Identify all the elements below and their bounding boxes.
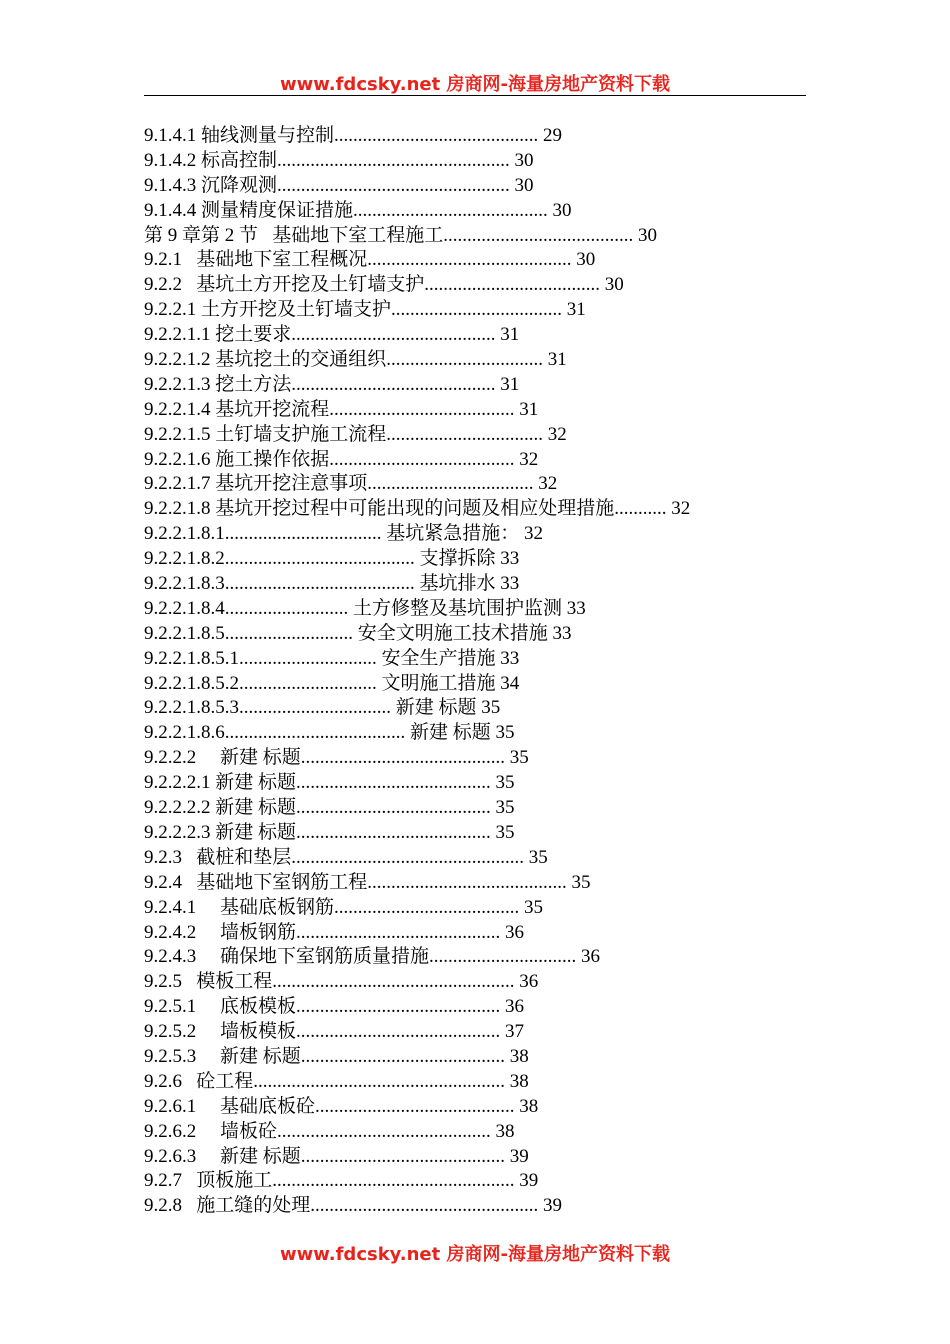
toc-entry[interactable]: 9.1.4.3 沉降观测................................................. 30 (144, 174, 534, 196)
toc-entry[interactable]: 9.2.2.1.8.1................................. 基坑紧急措施： 32 (144, 523, 544, 545)
toc-entry[interactable]: 9.2.6.2 墙板砼............................................. 38 (144, 1120, 515, 1142)
page-footer-watermark: www.fdcsky.net 房商网-海量房地产资料下载 (280, 1244, 670, 1265)
toc-entry[interactable]: 9.2.5.1 底板模板........................................... 36 (144, 996, 525, 1018)
toc-entry[interactable]: 9.2.2.2.2 新建 标题......................................... 35 (144, 797, 515, 819)
toc-entry[interactable]: 9.2.2 基坑土方开挖及土钉墙支护..................................... 30 (144, 274, 624, 296)
toc-entry[interactable]: 9.2.2.1.4 基坑开挖流程....................................... 31 (144, 398, 539, 420)
toc-entry[interactable]: 9.2.2.1 土方开挖及土钉墙支护.................................... 31 (144, 299, 586, 321)
toc-entry[interactable]: 9.2.7 顶板施工................................................... 39 (144, 1170, 539, 1192)
toc-entry[interactable]: 9.2.4.3 确保地下室钢筋质量措施............................... 36 (144, 946, 601, 968)
toc-entry[interactable]: 9.2.6.1 基础底板砼.......................................... 38 (144, 1095, 539, 1117)
toc-entry[interactable]: 9.2.4.1 基础底板钢筋....................................... 35 (144, 896, 544, 918)
toc-entry[interactable]: 9.1.4.4 测量精度保证措施......................................... 30 (144, 199, 572, 221)
toc-entry[interactable]: 9.2.2.1.8.6...................................... 新建 标题 35 (144, 722, 515, 744)
toc-entry[interactable]: 第 9 章第 2 节 基础地下室工程施工........................................ 30 (144, 224, 658, 246)
toc-entry[interactable]: 9.1.4.2 标高控制................................................. 30 (144, 149, 534, 171)
toc-entry[interactable]: 9.1.4.1 轴线测量与控制........................................... 29 (144, 125, 563, 146)
header-rule (144, 95, 806, 96)
toc-entry[interactable]: 9.2.2.1.5 土钉墙支护施工流程................................. 32 (144, 423, 567, 445)
toc-entry[interactable]: 9.2.2.1.2 基坑挖土的交通组织................................. 31 (144, 349, 567, 371)
page-header-watermark: www.fdcsky.net 房商网-海量房地产资料下载 (280, 74, 670, 95)
toc-entry[interactable]: 9.2.2.1.8.3........................................ 基坑排水 33 (144, 573, 520, 595)
toc-entry[interactable]: 9.2.5.3 新建 标题........................................... 38 (144, 1045, 529, 1067)
toc-entry[interactable]: 9.2.8 施工缝的处理................................................ 39 (144, 1195, 563, 1217)
toc-entry[interactable]: 9.2.2.1.8.5.2............................. 文明施工措施 34 (144, 672, 520, 694)
toc-entry[interactable]: 9.2.2.1.8.5.3................................ 新建 标题 35 (144, 697, 501, 719)
toc-entry[interactable]: 9.2.3 截桩和垫层................................................. 35 (144, 846, 548, 868)
toc-entry[interactable]: 9.2.2.2.3 新建 标题......................................... 35 (144, 821, 515, 843)
toc-entry[interactable]: 9.2.2.1.6 施工操作依据....................................... 32 (144, 448, 539, 470)
toc-entry[interactable]: 9.2.2.1.8.2........................................ 支撑拆除 33 (144, 548, 520, 570)
toc-entry[interactable]: 9.2.4.2 墙板钢筋........................................... 36 (144, 921, 525, 943)
toc-entry[interactable]: 9.2.5 模板工程................................................... 36 (144, 971, 539, 993)
toc-entry[interactable]: 9.2.2.1.3 挖土方法........................................... 31 (144, 373, 520, 395)
toc-entry[interactable]: 9.2.2.1.8.5........................... 安全文明施工技术措施 33 (144, 622, 572, 644)
toc-entry[interactable]: 9.2.2.1.8 基坑开挖过程中可能出现的问题及相应处理措施........... 32 (144, 498, 691, 520)
toc-entry[interactable]: 9.2.2.1.8.5.1............................. 安全生产措施 33 (144, 647, 520, 669)
toc-entry[interactable]: 9.2.1 基础地下室工程概况........................................... 30 (144, 249, 596, 271)
toc-entry[interactable]: 9.2.2.2.1 新建 标题......................................... 35 (144, 772, 515, 794)
toc-entry[interactable]: 9.2.6 砼工程..................................................... 38 (144, 1070, 529, 1092)
toc-entry[interactable]: 9.2.6.3 新建 标题........................................... 39 (144, 1145, 529, 1167)
toc-entry[interactable]: 9.2.5.2 墙板模板........................................... 37 (144, 1021, 525, 1043)
toc-entry[interactable]: 9.2.4 基础地下室钢筋工程.......................................... 35 (144, 871, 591, 893)
toc-entry[interactable]: 9.2.2.1.7 基坑开挖注意事项................................... 32 (144, 473, 558, 495)
table-of-contents (144, 124, 824, 1219)
toc-entry[interactable]: 9.2.2.1.1 挖土要求........................................... 31 (144, 324, 520, 346)
toc-entry[interactable]: 9.2.2.2 新建 标题........................................... 35 (144, 747, 529, 769)
toc-entry[interactable]: 9.2.2.1.8.4.......................... 土方修整及基坑围护监测 33 (144, 597, 586, 619)
